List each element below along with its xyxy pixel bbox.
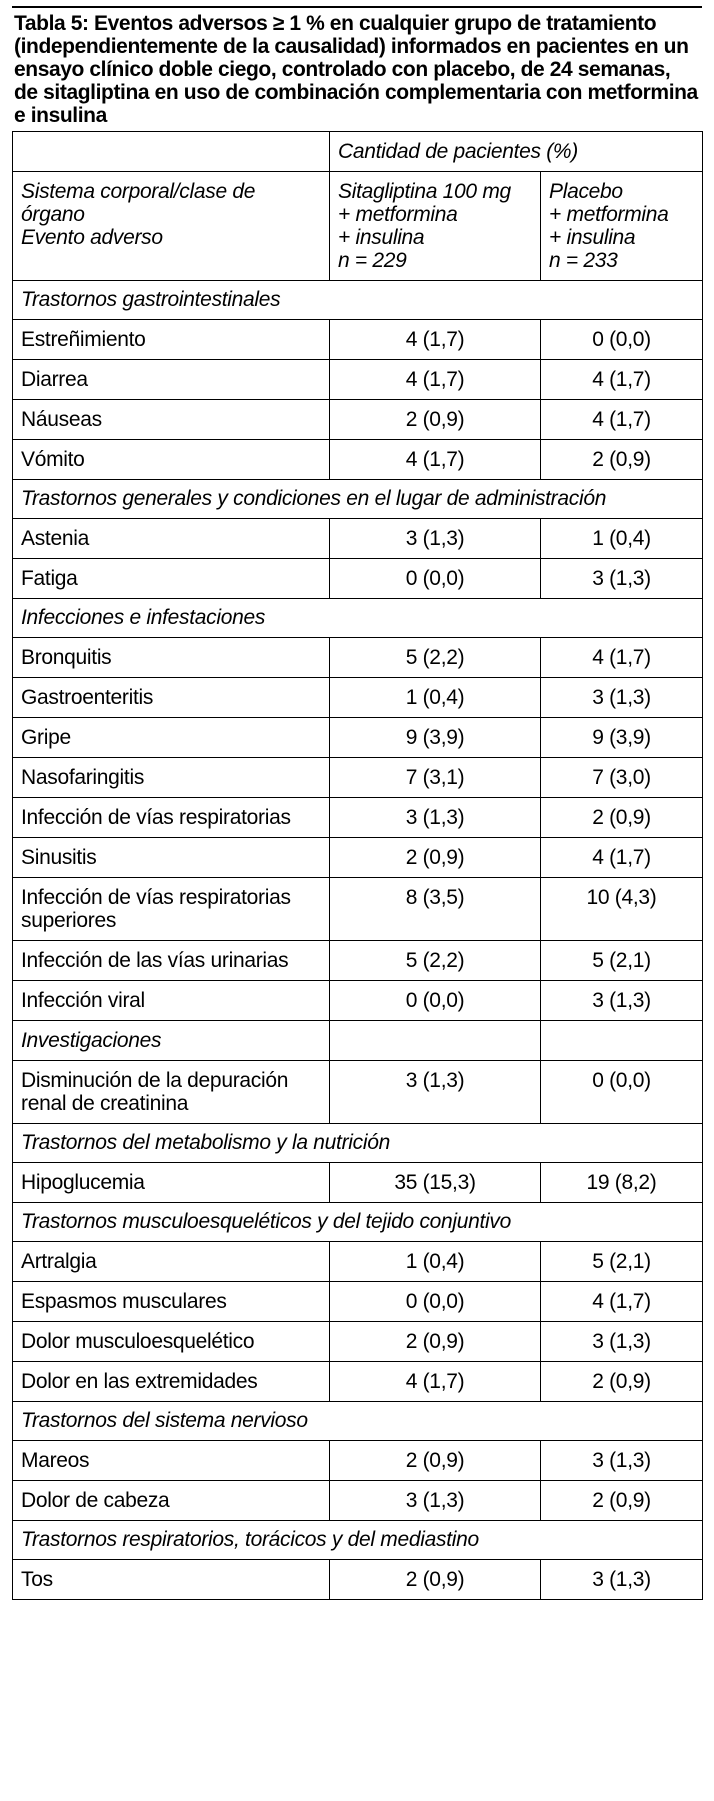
- sitagliptin-value: 35 (15,3): [330, 1163, 541, 1203]
- placebo-value: 7 (3,0): [541, 758, 703, 798]
- event-label: Dolor de cabeza: [13, 1481, 330, 1521]
- placebo-value: 19 (8,2): [541, 1163, 703, 1203]
- event-label: Vómito: [13, 440, 330, 480]
- placebo-value: 0 (0,0): [541, 320, 703, 360]
- event-label: Disminución de la depuración renal de creatinina: [13, 1061, 330, 1124]
- event-label: Mareos: [13, 1441, 330, 1481]
- table-row: [13, 1061, 703, 1124]
- sitagliptin-value: 0 (0,0): [330, 1282, 541, 1322]
- section-label: Trastornos del sistema nervioso: [13, 1402, 703, 1441]
- sitagliptin-value: [330, 1021, 541, 1061]
- placebo-value: 5 (2,1): [541, 1242, 703, 1282]
- sitagliptin-value: 9 (3,9): [330, 718, 541, 758]
- event-label: Nasofaringitis: [13, 758, 330, 798]
- section-row: [13, 480, 703, 519]
- table-row: [13, 638, 703, 678]
- table-row: [13, 320, 703, 360]
- placebo-value: 3 (1,3): [541, 1441, 703, 1481]
- table-row: [13, 678, 703, 718]
- section-label: Trastornos gastrointestinales: [13, 281, 703, 320]
- event-label: Diarrea: [13, 360, 330, 400]
- placebo-value: 3 (1,3): [541, 1560, 703, 1600]
- table-row: [13, 360, 703, 400]
- placebo-value: 3 (1,3): [541, 1322, 703, 1362]
- table-row: [13, 838, 703, 878]
- table-row: [13, 1441, 703, 1481]
- event-label: Estreñimiento: [13, 320, 330, 360]
- placebo-value: 4 (1,7): [541, 838, 703, 878]
- event-label: Sinusitis: [13, 838, 330, 878]
- table-row: [13, 1362, 703, 1402]
- sitagliptin-value: 5 (2,2): [330, 638, 541, 678]
- sitagliptin-value: 0 (0,0): [330, 981, 541, 1021]
- table-row: [13, 559, 703, 599]
- table-row: [13, 1163, 703, 1203]
- sitagliptin-value: 2 (0,9): [330, 1441, 541, 1481]
- sitagliptin-value: 3 (1,3): [330, 1481, 541, 1521]
- section-label: Infecciones e infestaciones: [13, 599, 703, 638]
- sitagliptin-value: 0 (0,0): [330, 559, 541, 599]
- table-row: [13, 400, 703, 440]
- placebo-value: 4 (1,7): [541, 400, 703, 440]
- placebo-value: 1 (0,4): [541, 519, 703, 559]
- placebo-value: 2 (0,9): [541, 798, 703, 838]
- event-label: Investigaciones: [13, 1021, 330, 1061]
- sitagliptin-value: 3 (1,3): [330, 1061, 541, 1124]
- table-row: [13, 981, 703, 1021]
- event-label: Dolor en las extremidades: [13, 1362, 330, 1402]
- section-label: Trastornos generales y condiciones en el lugar de administración: [13, 480, 703, 519]
- sitagliptin-value: 4 (1,7): [330, 1362, 541, 1402]
- event-label: Artralgia: [13, 1242, 330, 1282]
- document: [12, 6, 702, 1600]
- event-label: Tos: [13, 1560, 330, 1600]
- event-label: Infección de vías respiratorias superiores: [13, 878, 330, 941]
- adverse-events-table: [12, 131, 703, 1600]
- sitagliptin-value: 4 (1,7): [330, 320, 541, 360]
- sitagliptin-value: 4 (1,7): [330, 360, 541, 400]
- section-label: Trastornos del metabolismo y la nutrición: [13, 1124, 703, 1163]
- empty-header-cell: [13, 132, 330, 172]
- placebo-value: 3 (1,3): [541, 559, 703, 599]
- table-row: [13, 1322, 703, 1362]
- event-label: Bronquitis: [13, 638, 330, 678]
- sitagliptin-value: 4 (1,7): [330, 440, 541, 480]
- sitagliptin-header: Sitagliptina 100 mg + metformina + insulina n = 229: [330, 172, 541, 281]
- sitagliptin-value: 2 (0,9): [330, 1322, 541, 1362]
- event-label: Infección de las vías urinarias: [13, 941, 330, 981]
- group-header-row: [13, 132, 703, 172]
- section-label: Trastornos respiratorios, torácicos y del mediastino: [13, 1521, 703, 1560]
- placebo-value: 10 (4,3): [541, 878, 703, 941]
- section-row: [13, 599, 703, 638]
- sitagliptin-value: 1 (0,4): [330, 678, 541, 718]
- table-row: [13, 878, 703, 941]
- placebo-value: 9 (3,9): [541, 718, 703, 758]
- sitagliptin-value: 2 (0,9): [330, 838, 541, 878]
- placebo-value: 2 (0,9): [541, 1362, 703, 1402]
- placebo-value: 4 (1,7): [541, 360, 703, 400]
- sitagliptin-value: 3 (1,3): [330, 798, 541, 838]
- table-row: [13, 1242, 703, 1282]
- event-label: Náuseas: [13, 400, 330, 440]
- event-label: Espasmos musculares: [13, 1282, 330, 1322]
- sitagliptin-value: 3 (1,3): [330, 519, 541, 559]
- placebo-value: 5 (2,1): [541, 941, 703, 981]
- event-label: Infección viral: [13, 981, 330, 1021]
- placebo-value: 3 (1,3): [541, 981, 703, 1021]
- placebo-value: 3 (1,3): [541, 678, 703, 718]
- event-label: Hipoglucemia: [13, 1163, 330, 1203]
- placebo-value: 4 (1,7): [541, 1282, 703, 1322]
- sitagliptin-value: 2 (0,9): [330, 400, 541, 440]
- table-row: [13, 1481, 703, 1521]
- sitagliptin-value: 8 (3,5): [330, 878, 541, 941]
- section-label: Trastornos musculoesqueléticos y del tejido conjuntivo: [13, 1203, 703, 1242]
- section-row: [13, 1124, 703, 1163]
- category-row: [13, 1021, 703, 1061]
- table-row: [13, 941, 703, 981]
- table-row: [13, 1560, 703, 1600]
- placebo-value: [541, 1021, 703, 1061]
- placebo-value: 4 (1,7): [541, 638, 703, 678]
- table-row: [13, 798, 703, 838]
- section-row: [13, 1521, 703, 1560]
- event-label: Astenia: [13, 519, 330, 559]
- table-caption: Tabla 5: Eventos adversos ≥ 1 % en cualquier grupo de tratamiento (independientemente de la causalidad) informados en pacientes en un ensayo clínico doble ciego, controlado con placebo, de 24 semanas, de sitagliptina en uso de combinación complementaria con metformina e insulina: [14, 12, 698, 127]
- placebo-value: 2 (0,9): [541, 1481, 703, 1521]
- organ-class-header: Sistema corporal/clase de órgano Evento adverso: [13, 172, 330, 281]
- column-header-row: [13, 172, 703, 281]
- sitagliptin-value: 5 (2,2): [330, 941, 541, 981]
- table-row: [13, 758, 703, 798]
- placebo-value: 0 (0,0): [541, 1061, 703, 1124]
- table-row: [13, 718, 703, 758]
- sitagliptin-value: 2 (0,9): [330, 1560, 541, 1600]
- placebo-value: 2 (0,9): [541, 440, 703, 480]
- section-row: [13, 1203, 703, 1242]
- event-label: Fatiga: [13, 559, 330, 599]
- section-row: [13, 281, 703, 320]
- event-label: Infección de vías respiratorias: [13, 798, 330, 838]
- table-row: [13, 1282, 703, 1322]
- event-label: Gripe: [13, 718, 330, 758]
- placebo-header: Placebo + metformina + insulina n = 233: [541, 172, 703, 281]
- patient-count-header: Cantidad de pacientes (%): [330, 132, 703, 172]
- title-rule: [12, 6, 702, 8]
- sitagliptin-value: 1 (0,4): [330, 1242, 541, 1282]
- table-row: [13, 440, 703, 480]
- event-label: Gastroenteritis: [13, 678, 330, 718]
- sitagliptin-value: 7 (3,1): [330, 758, 541, 798]
- table-row: [13, 519, 703, 559]
- event-label: Dolor musculoesquelético: [13, 1322, 330, 1362]
- section-row: [13, 1402, 703, 1441]
